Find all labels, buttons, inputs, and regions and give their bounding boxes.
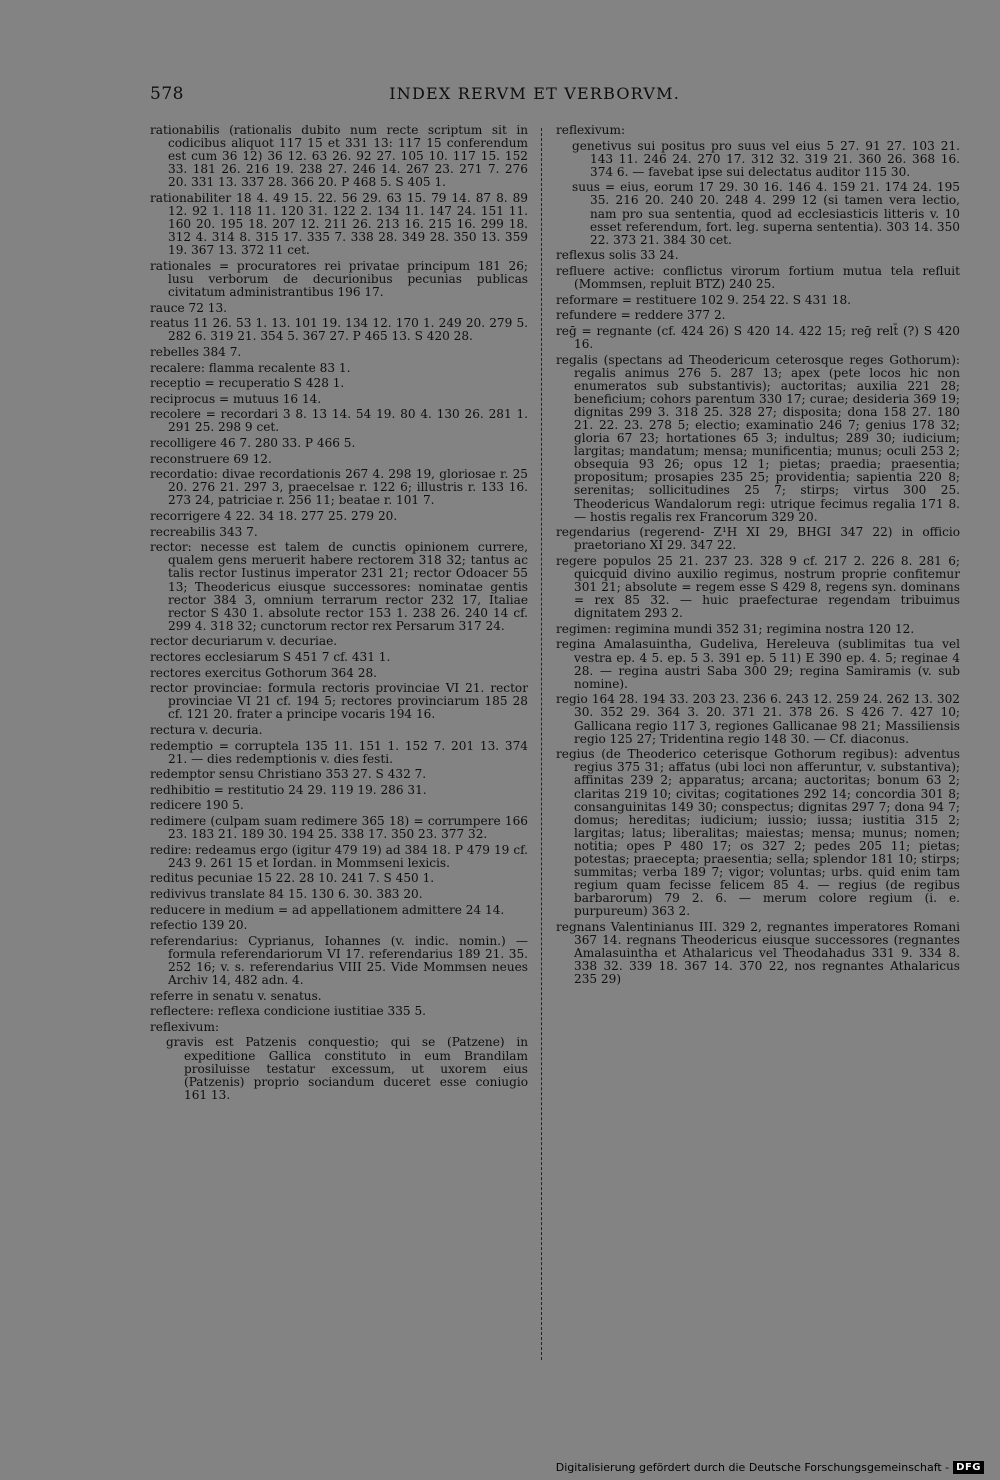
index-entry: rector provinciae: formula rectoris provinciae VI 21. rector provinciae VI 21 cf. 194 5; rectores provinciarum 185 28 cf. 121 20. frater a principe vocaris 194 16. bbox=[150, 681, 528, 722]
index-entry: refluere active: conflictus virorum fortium mutua tela refluit (Mommsen, repluit BTZ) 240 25. bbox=[556, 263, 960, 292]
index-entry: reflexivum: bbox=[556, 123, 626, 137]
index-entry: recreabilis 343 7. bbox=[150, 524, 258, 539]
running-head: INDEX RERVM ET VERBORVM. bbox=[389, 84, 680, 103]
index-entry: recolligere 46 7. 280 33. P 466 5. bbox=[150, 436, 356, 451]
index-subentry: suus = eius, eorum 17 29. 30 16. 146 4. 159 21. 174 24. 195 35. 216 20. 240 20. 248 4. 299 12 (si tamen vera lectio, nam pro sua sententia, quod ad ecclesiasticis litteris v. 10 esset referendum, fort. leg. superna sententia). 303 14. 350 22. 373 21. 384 30 cet. bbox=[572, 180, 960, 247]
index-entry: reflexivum: bbox=[150, 1019, 220, 1034]
index-entry: regimen: regimina mundi 352 31; regimina nostra 120 12. bbox=[556, 621, 915, 636]
index-entry: reconstruere 69 12. bbox=[150, 451, 272, 466]
index-entry: rebelles 384 7. bbox=[150, 345, 242, 359]
index-entry: redire: redeamus ergo (igitur 479 19) ad 384 18. P 479 19 cf. 243 9. 261 15 et Iordan. in Mommseni lexicis. bbox=[150, 842, 528, 870]
index-entry: redimere (culpam suam redimere 365 18) = corrumpere 166 23. 183 21. 189 30. 194 25. 338 17. 350 23. 377 32. bbox=[150, 814, 528, 842]
index-entry: rationabilis (rationalis dubito num recte scriptum sit in codicibus aliquot 117 15 et 331 13: 117 15 conferendum est cum 36 12) 36 12. 63 26. 92 27. 105 10. 117 15. 152 33. 181 26. 216 19. 238 27. 246 14. 267 23. 271 7. 276 20. 331 13. 337 28. 366 20. P 468 5. S 405 1. bbox=[150, 123, 528, 190]
index-column-right bbox=[556, 124, 960, 989]
index-entry: reḡ = regnante (cf. 424 26) S 420 14. 422 15; reḡ relt̄ (?) S 420 16. bbox=[556, 323, 960, 351]
index-column-left bbox=[150, 124, 528, 1104]
index-entry: rectura v. decuria. bbox=[150, 722, 263, 737]
index-entry: recorrigere 4 22. 34 18. 277 25. 279 20. bbox=[150, 509, 398, 524]
digitization-footer bbox=[556, 1458, 984, 1476]
index-entry: recalere: flamma recalente 83 1. bbox=[150, 360, 351, 375]
index-entry: refectio 139 20. bbox=[150, 918, 248, 933]
page-number: 578 bbox=[150, 84, 184, 104]
index-entry: reducere in medium = ad appellationem admittere 24 14. bbox=[150, 902, 505, 917]
column-divider bbox=[541, 128, 542, 1360]
index-entry: redemptor sensu Christiano 353 27. S 432 7. bbox=[150, 767, 427, 782]
index-entry: regalis (spectans ad Theodericum ceterosque reges Gothorum): regalis animus 276 5. 287 13; apex (pete locos hic non enumeratos sub substantivis); auctoritas; auxilia 221 28; beneficium; cohors parentum 330 17; curae; desideria 369 19; dignitas 299 3. 318 25. 328 27; disposita; dona 158 27. 180 21. 22. 23. 278 5; electio; examinatio 246 7; genius 178 32; gloria 67 23; hortationes 65 3; indultus; 289 30; iudicium; largitas; mandatum; mensa; munificentia; munus; oculi 253 2; obsequia 93 26; opus 12 1; pietas; praedia; praesentia; propositum; prosapies 235 25; providentia; sapientia 220 8; serenitas; sollicitudines 25 7; stirps; virtus 300 25. Theodericus Wandalorum regi: utrique fecimus regalia 171 8. — hostis regalis rex Francorum 329 20. bbox=[556, 352, 960, 524]
index-entry: referendarius: Cyprianus, Iohannes (v. indic. nomin.) — formula referendariorum VI 17. referendarius 189 21. 35. 252 16; v. s. referendarius VIII 25. Vide Mommsen neues Archiv 14, 482 adn. 4. bbox=[150, 933, 528, 988]
index-entry: reformare = restituere 102 9. 254 22. S 431 18. bbox=[556, 292, 851, 307]
index-entry: reflectere: reflexa condicione iustitiae 335 5. bbox=[150, 1004, 427, 1019]
index-entry: reatus 11 26. 53 1. 13. 101 19. 134 12. 170 1. 249 20. 279 5. 282 6. 319 21. 354 5. 367 27. P 465 13. S 420 28. bbox=[150, 316, 528, 344]
index-entry: regio 164 28. 194 33. 203 23. 236 6. 243 12. 259 24. 262 13. 302 30. 352 29. 364 3. 20. 371 21. 378 26. S 426 7. 427 10; Gallicana regio 117 3, regiones Gallicanae 98 21; Massiliensis regio 125 27; Tridentina regio 148 30. — Cf. diaconus. bbox=[556, 692, 960, 746]
index-entry: redhibitio = restitutio 24 29. 119 19. 286 31. bbox=[150, 782, 427, 797]
index-entry: rauce 72 13. bbox=[150, 300, 228, 315]
funding-note: Digitalisierung gefördert durch die Deutsche Forschungsgemeinschaft - bbox=[555, 1460, 950, 1474]
index-entry: rectores ecclesiarum S 451 7 cf. 431 1. bbox=[150, 649, 391, 664]
index-entry: regina Amalasuintha, Gudeliva, Herelеuva (sublimitas tua vel vestra ep. 4 5. ep. 5 3. 391 ep. 5 11) E 390 ep. 4. 5; reginae 4 28. — regina austri Saba 300 29; regina Samiramis (v. sub nomine). bbox=[556, 637, 960, 691]
dfg-logo: DFG bbox=[953, 1461, 984, 1474]
index-entry: rector: necesse est talem de cunctis opinionem currere, qualem gens meruerit habere rectorem 318 32; tantus ac talis rector Iustinus imperator 231 21; rector Odoacer 55 13; Theodericus eiusque successores: nominatae gentis rector 384 3, omnium terrarum rector 232 17, Italiae rector S 430 1. absolute rector 153 1. 238 26. 240 14 cf. 299 4. 318 32; cunctorum rector rex Persarum 317 24. bbox=[150, 540, 528, 633]
index-entry: refundere = reddere 377 2. bbox=[556, 308, 726, 323]
index-subentry: genetivus sui positus pro suus vel eius 5 27. 91 27. 103 21. 143 11. 246 24. 270 17. 312 32. 319 21. 360 26. 368 16. 374 6. — favebat ipse sui delectatus auditor 115 30. bbox=[572, 138, 960, 179]
index-entry: receptio = recuperatio S 428 1. bbox=[150, 376, 345, 391]
index-entry: rector decuriarum v. decuriae. bbox=[150, 634, 338, 649]
index-entry: regius (de Theoderico ceterisque Gothorum regibus): adventus regius 375 31; affatus (ubi loci non afferuntur, v. substantiva); affinitas 239 2; apparatus; arcana; auctoritas; bonum 63 2; claritas 219 10; civitas; cogitationes 292 14; concordia 301 8; consanguinitas 149 30; conspectus; dignitas 297 7; dona 94 7; domus; hereditas; iudicium; iussio; iussa; iustitia 315 2; largitas; latus; liberalitas; maiestas; mensa; munus; nomen; notitia; opes P 480 17; os 327 2; pedes 205 11; pietas; potestas; praecepta; praesentia; sella; splendor 181 10; stirps; summitas; verba 189 7; vigor; voluntas; urbs. quid enim tam regium quam fecisse felicem 85 4. — regius (de regibus barbarorum) 79 2. 6. — merum colore regium (i. e. purpureum) 363 2. bbox=[556, 747, 960, 919]
index-entry: redivivus translate 84 15. 130 6. 30. 383 20. bbox=[150, 886, 423, 901]
index-entry: redicere 190 5. bbox=[150, 798, 244, 813]
index-entry: recolere = recordari 3 8. 13 14. 54 19. 80 4. 130 26. 281 1. 291 25. 298 9 cet. bbox=[150, 407, 528, 435]
page-header bbox=[150, 84, 680, 108]
index-entry: rationabiliter 18 4. 49 15. 22. 56 29. 63 15. 79 14. 87 8. 89 12. 92 1. 118 11. 120 31. 122 2. 134 11. 147 24. 151 11. 160 20. 195 18. 207 12. 211 26. 213 16. 215 16. 299 18. 312 4. 314 8. 315 17. 335 7. 338 28. 349 28. 350 13. 359 19. 367 13. 372 11 cet. bbox=[150, 190, 528, 258]
index-entry: regnans Valentinianus III. 329 2, regnantes imperatores Romani 367 14. regnans Theodericus eiusque successores (regnantes Amalasuintha et Athalaricus vel Theodahadus 331 9. 334 8. 338 32. 339 18. 367 14. 370 22, nos regnantes Athalaricus 235 29) bbox=[556, 919, 960, 987]
index-entry: referre in senatu v. senatus. bbox=[150, 988, 322, 1003]
index-entry: reflexus solis 33 24. bbox=[556, 248, 679, 263]
index-entry: regere populos 25 21. 237 23. 328 9 cf. 217 2. 226 8. 281 6; quicquid divino auxilio regimus, nostrum proprie confitemur 301 21; absolute = regem esse S 429 8, regens syn. dominans = rex 85 32. — huic praefecturae regendam tribuimus dignitatem 293 2. bbox=[556, 553, 960, 621]
index-entry: reditus pecuniae 15 22. 28 10. 241 7. S 450 1. bbox=[150, 871, 435, 886]
index-entry: regendarius (regerend- Z¹H XI 29, BHGI 347 22) in officio praetoriano XI 29. 347 22. bbox=[556, 525, 960, 553]
index-entry: rationales = procuratores rei privatae principum 181 26; lusu verborum de decurionibus pecunias publicas civitatum administrantibus 196 17. bbox=[150, 258, 528, 300]
index-entry: redemptio = corruptela 135 11. 151 1. 152 7. 201 13. 374 21. — dies redemptionis v. dies festi. bbox=[150, 738, 528, 766]
index-entry: recordatio: divae recordationis 267 4. 298 19, gloriosae r. 25 20. 276 21. 297 3, praecelsae r. 122 6; illustris r. 133 16. 273 24, patriciae r. 256 11; beatae r. 101 7. bbox=[150, 467, 528, 508]
index-entry: rectores exercitus Gothorum 364 28. bbox=[150, 665, 378, 680]
index-entry: reciprocus = mutuus 16 14. bbox=[150, 391, 322, 406]
index-subentry: gravis est Patzenis conquestio; qui se (Patzene) in expeditione Gallica constituto in eum Brandilam prosiluisse testatur excessum, ut uxorem eius (Patzenis) proprio sociandum duceret esse coniugio 161 13. bbox=[166, 1035, 528, 1102]
